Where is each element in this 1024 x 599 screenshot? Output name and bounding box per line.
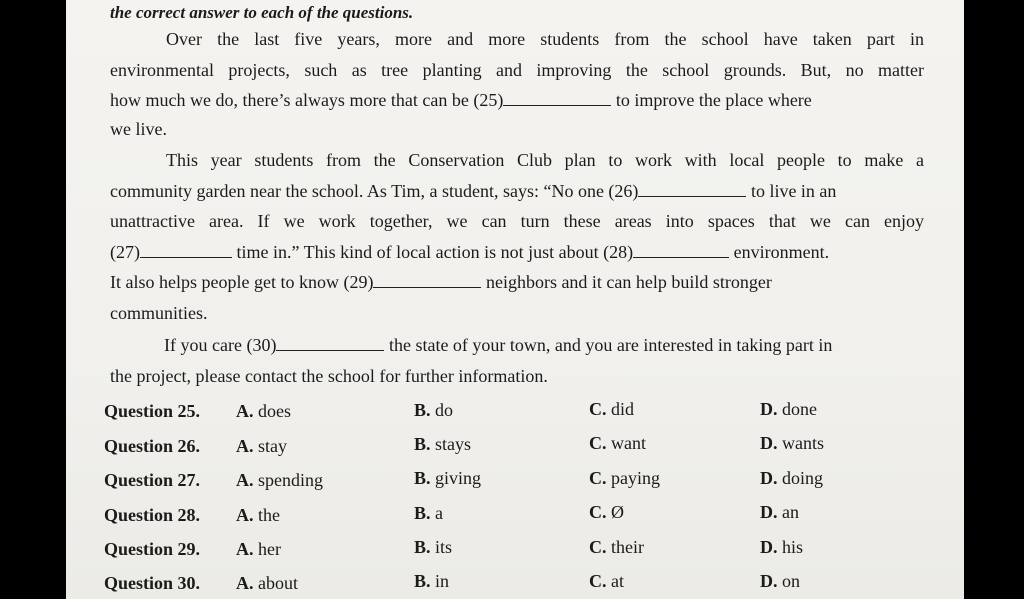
- paragraph2-line4-text-b: time in.” This kind of local action is not just about (28): [232, 242, 634, 262]
- option-d[interactable]: D. doing: [760, 468, 824, 488]
- question-label: Question 25.: [104, 401, 201, 421]
- left-black-border: [0, 0, 66, 599]
- paragraph2-line2-text-a: community garden near the school. As Tim, a student, says: “No one (26): [110, 181, 639, 201]
- paragraph2-line4: [110, 241, 829, 263]
- option-b[interactable]: B. a: [414, 503, 444, 523]
- option-a[interactable]: A. does: [236, 401, 291, 421]
- paragraph1-line3-text-a: how much we do, there’s always more that can be (25): [110, 90, 504, 110]
- option-a[interactable]: A. stay: [236, 436, 287, 456]
- option-d[interactable]: D. done: [760, 399, 817, 419]
- option-b[interactable]: B. do: [414, 400, 454, 420]
- blank-25[interactable]: [503, 91, 611, 106]
- paragraph2-line5-text-a: It also helps people get to know (29): [110, 272, 374, 292]
- option-a[interactable]: A. the: [236, 505, 280, 525]
- option-b[interactable]: B. giving: [414, 468, 482, 488]
- option-b[interactable]: B. stays: [414, 434, 472, 454]
- question-label: Question 27.: [104, 470, 201, 490]
- paragraph2-line3: unattractive area. If we work together, we can turn these areas into spaces that we can enjoy: [110, 211, 924, 231]
- blank-27[interactable]: [140, 243, 232, 258]
- question-label: Question 26.: [104, 436, 201, 456]
- option-a[interactable]: A. spending: [236, 470, 323, 490]
- worksheet-page: [66, 0, 964, 599]
- question-label: Question 30.: [104, 573, 201, 593]
- option-c[interactable]: C. their: [589, 537, 644, 557]
- paragraph3-line2: the project, please contact the school for further information.: [110, 366, 548, 386]
- option-a[interactable]: A. about: [236, 573, 298, 593]
- paragraph1-line1: Over the last five years, more and more students from the school have taken part in: [166, 29, 924, 49]
- blank-26[interactable]: [638, 182, 746, 197]
- instruction-heading: the correct answer to each of the questions.: [110, 3, 414, 22]
- paragraph1-line3: [110, 89, 812, 111]
- paragraph3-line1-text-a: If you care (30): [164, 335, 277, 355]
- question-label: Question 29.: [104, 539, 201, 559]
- paragraph2-line2: [110, 180, 836, 202]
- paragraph2-line5-text-b: neighbors and it can help build stronger: [481, 272, 772, 292]
- paragraph2-line1: This year students from the Conservation Club plan to work with local people to make a: [166, 150, 924, 170]
- paragraph1-line2: environmental projects, such as tree planting and improving the school grounds. But, no matter: [110, 60, 924, 80]
- option-c[interactable]: C. at: [589, 571, 624, 591]
- option-d[interactable]: D. wants: [760, 433, 824, 453]
- paragraph3-line1: [164, 334, 832, 356]
- option-d[interactable]: D. on: [760, 571, 800, 591]
- option-b[interactable]: B. its: [414, 537, 453, 557]
- paragraph1-line4: we live.: [110, 119, 167, 139]
- option-d[interactable]: D. his: [760, 537, 804, 557]
- blank-30[interactable]: [276, 336, 384, 351]
- paragraph3-line1-text-b: the state of your town, and you are interested in taking part in: [384, 335, 833, 355]
- right-black-border: [964, 0, 1024, 599]
- paragraph2-line2-text-b: to live in an: [746, 181, 837, 201]
- option-c[interactable]: C. want: [589, 433, 646, 453]
- blank-29[interactable]: [373, 273, 481, 288]
- blank-28[interactable]: [633, 243, 729, 258]
- option-c[interactable]: C. paying: [589, 468, 660, 488]
- paragraph2-line5: [110, 271, 772, 293]
- paragraph2-line4-text-a: (27): [110, 242, 140, 262]
- option-c[interactable]: C. did: [589, 399, 635, 419]
- question-label: Question 28.: [104, 505, 201, 525]
- option-c[interactable]: C. Ø: [589, 502, 624, 522]
- option-d[interactable]: D. an: [760, 502, 799, 522]
- paragraph1-line3-text-b: to improve the place where: [611, 90, 812, 110]
- option-a[interactable]: A. her: [236, 539, 281, 559]
- paragraph2-line6: communities.: [110, 303, 208, 323]
- paragraph2-line4-text-c: environment.: [729, 242, 830, 262]
- option-b[interactable]: B. in: [414, 571, 450, 591]
